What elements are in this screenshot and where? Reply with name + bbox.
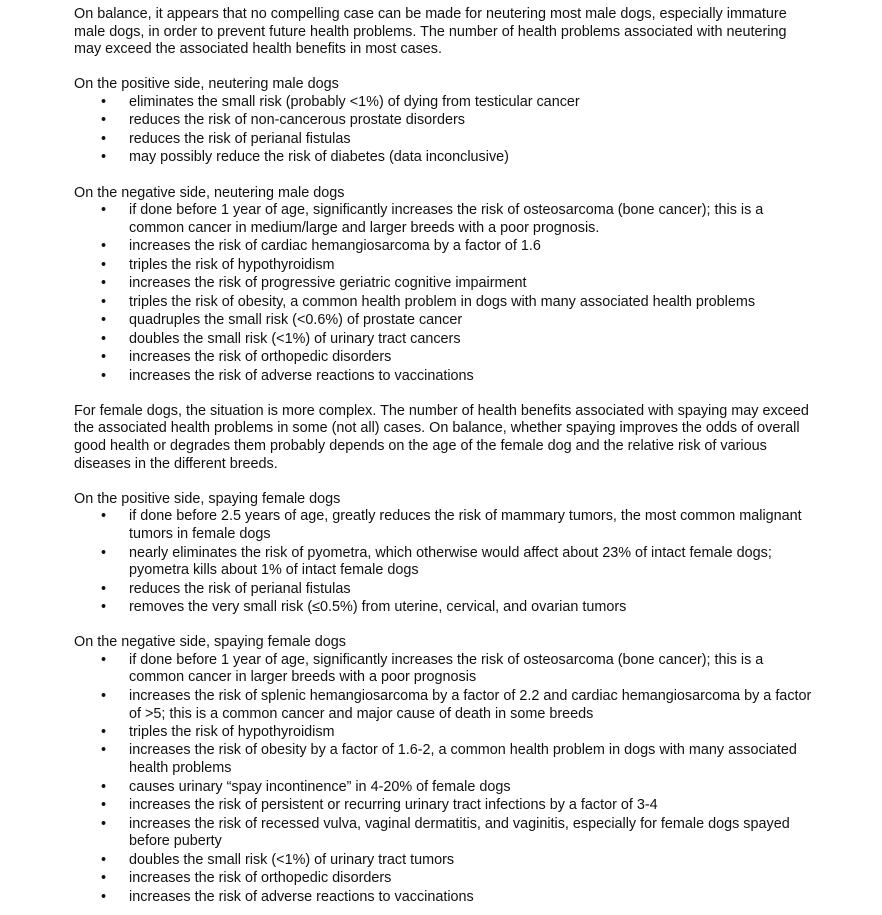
bullet-icon: •	[101, 687, 107, 704]
female-intro-paragraph: For female dogs, the situation is more complex. The number of health benefits associated with spaying may exceed the associated health problems in some (not all) cases. On balance, whether spaying improves the odds of overall good health or degrades them probably depends on the age of the female dog and the relative risk of various diseases in the different breeds.	[74, 402, 809, 472]
bullet-icon: •	[101, 256, 107, 273]
bullet-icon: •	[101, 651, 107, 668]
list-item: • may possibly reduce the risk of diabetes (data inconclusive)	[101, 149, 509, 166]
bullet-icon: •	[101, 815, 107, 832]
list-item: • doubles the small risk (<1%) of urinary tract tumors	[101, 851, 455, 868]
bullet-icon: •	[101, 851, 107, 868]
list-item: • nearly eliminates the risk of pyometra, which otherwise would affect about 23% of intact female dogs; pyometra kills about 1% of intact female dogs	[101, 544, 772, 579]
intro-paragraph: On balance, it appears that no compelling case can be made for neutering most male dogs, especially immature male dogs, in order to prevent future health problems. The number of health problems associated with neutering may exceed the associated health benefits in most cases.	[74, 6, 787, 58]
bullet-icon: •	[101, 112, 107, 129]
list-item: • doubles the small risk (<1%) of urinary tract cancers	[101, 330, 461, 347]
list-item: • removes the very small risk (≤0.5%) from uterine, cervical, and ovarian tumors	[101, 599, 627, 616]
bullet-icon: •	[101, 238, 107, 255]
male-negative-lead: On the negative side, neutering male dogs	[74, 184, 345, 201]
list-item: • increases the risk of adverse reactions to vaccinations	[101, 367, 474, 384]
bullet-icon: •	[101, 202, 107, 219]
bullet-icon: •	[101, 888, 107, 905]
list-item: • triples the risk of hypothyroidism	[101, 256, 335, 273]
list-item: • if done before 2.5 years of age, greatly reduces the risk of mammary tumors, the most common malignant tumors in female dogs	[101, 508, 802, 543]
male-positive-list	[74, 94, 814, 167]
bullet-icon: •	[101, 93, 107, 110]
bullet-icon: •	[101, 580, 107, 597]
list-item: • reduces the risk of perianal fistulas	[101, 130, 351, 147]
bullet-icon: •	[101, 742, 107, 759]
bullet-icon: •	[101, 870, 107, 887]
list-item: • reduces the risk of perianal fistulas	[101, 580, 351, 597]
female-positive-list	[74, 508, 814, 616]
bullet-icon: •	[101, 149, 107, 166]
bullet-icon: •	[101, 778, 107, 795]
bullet-icon: •	[101, 367, 107, 384]
female-positive-lead: On the positive side, spaying female dogs	[74, 490, 341, 507]
list-item: • increases the risk of persistent or recurring urinary tract infections by a factor of 3-4	[101, 797, 658, 814]
female-negative-lead: On the negative side, spaying female dogs	[74, 634, 346, 651]
bullet-icon: •	[101, 544, 107, 561]
bullet-icon: •	[101, 508, 107, 525]
female-negative-list	[74, 652, 814, 906]
bullet-icon: •	[101, 797, 107, 814]
bullet-icon: •	[101, 130, 107, 147]
list-item: • increases the risk of orthopedic disorders	[101, 349, 392, 366]
list-item: • triples the risk of obesity, a common health problem in dogs with many associated health problems	[101, 293, 756, 310]
list-item: • increases the risk of splenic hemangiosarcoma by a factor of 2.2 and cardiac hemangiosarcoma by a factor of >5; this is a common cancer and major cause of death in some breeds	[101, 687, 812, 722]
list-item: • increases the risk of cardiac hemangiosarcoma by a factor of 1.6	[101, 238, 541, 255]
bullet-icon: •	[101, 349, 107, 366]
bullet-icon: •	[101, 330, 107, 347]
list-item: • increases the risk of progressive geriatric cognitive impairment	[101, 275, 527, 292]
list-item: • quadruples the small risk (<0.6%) of prostate cancer	[101, 312, 463, 329]
bullet-icon: •	[101, 724, 107, 740]
list-item: • if done before 1 year of age, significantly increases the risk of osteosarcoma (bone cancer); this is a common cancer in larger breeds with a poor prognosis	[101, 651, 764, 686]
list-item: • causes urinary “spay incontinence” in 4-20% of female dogs	[101, 778, 511, 795]
document-page	[74, 6, 814, 907]
list-item: • increases the risk of obesity by a factor of 1.6-2, a common health problem in dogs with many associated health problems	[101, 742, 797, 777]
list-item: • reduces the risk of non-cancerous prostate disorders	[101, 112, 465, 129]
male-negative-list	[74, 202, 814, 385]
list-item: • increases the risk of recessed vulva, vaginal dermatitis, and vaginitis, especially for female dogs spayed before puberty	[101, 815, 790, 850]
bullet-icon: •	[101, 275, 107, 292]
list-item: • increases the risk of adverse reactions to vaccinations	[101, 888, 474, 905]
list-item: • eliminates the small risk (probably <1%) of dying from testicular cancer	[101, 93, 580, 110]
bullet-icon: •	[101, 293, 107, 310]
list-item: • triples the risk of hypothyroidism	[101, 724, 335, 740]
list-item: • if done before 1 year of age, significantly increases the risk of osteosarcoma (bone cancer); this is a common cancer in medium/large and larger breeds with a poor prognosis.	[101, 202, 764, 236]
bullet-icon: •	[101, 312, 107, 329]
list-item: • increases the risk of orthopedic disorders	[101, 870, 392, 887]
male-positive-lead: On the positive side, neutering male dogs	[74, 76, 339, 93]
bullet-icon: •	[101, 599, 107, 616]
